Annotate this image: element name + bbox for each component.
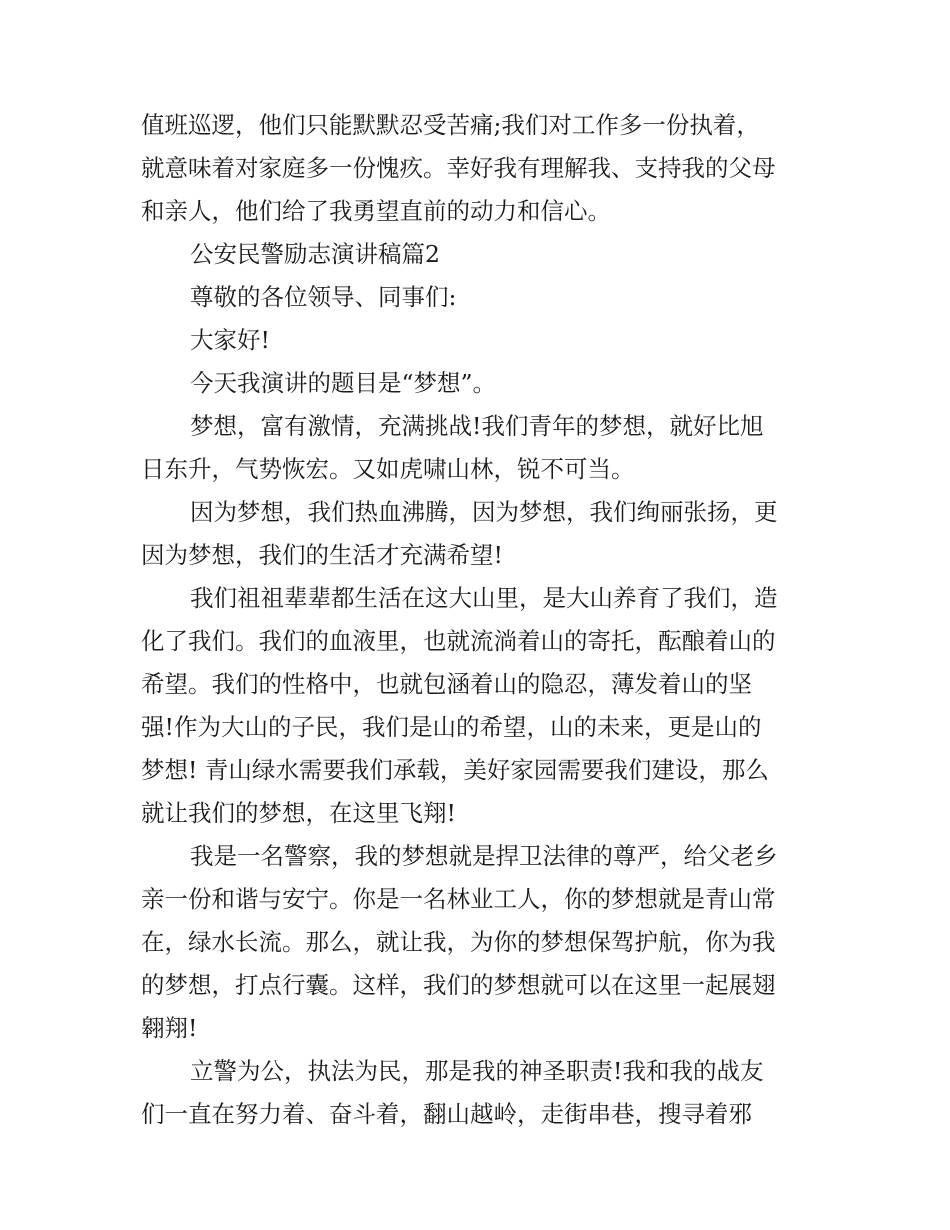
text-line: 就意味着对家庭多一份愧疚。幸好我有理解我、支持我的父母 <box>141 154 776 182</box>
text-line: 的梦想，打点行囊。这样，我们的梦想就可以在这里一起展翅 <box>141 971 776 999</box>
text-line: 化了我们。我们的血液里，也就流淌着山的寄托，酝酿着山的 <box>141 627 776 655</box>
text-line: 梦想! 青山绿水需要我们承载，美好家园需要我们建设，那么 <box>141 756 769 784</box>
text-line: 今天我演讲的题目是“梦想”。 <box>190 369 497 397</box>
text-line: 亲一份和谐与安宁。你是一名林业工人，你的梦想就是青山常 <box>141 885 776 913</box>
paragraph-start: 我们祖祖辈辈都生活在这大山里，是大山养育了我们，造 <box>190 584 778 612</box>
paragraph-start: 我是一名警察，我的梦想就是捍卫法律的尊严，给父老乡 <box>190 842 778 870</box>
text-line: 们一直在努力着、奋斗着，翻山越岭，走街串巷，搜寻着邪 <box>141 1100 752 1128</box>
paragraph-start: 梦想，富有激情，充满挑战!我们青年的梦想，就好比旭 <box>190 412 764 440</box>
text-line: 强!作为大山的子民，我们是山的希望，山的未来，更是山的 <box>141 713 762 741</box>
text-line: 翱翔! <box>141 1014 198 1042</box>
paragraph-start: 立警为公，执法为民，那是我的神圣职责!我和我的战友 <box>190 1057 764 1085</box>
greeting: 大家好! <box>190 326 270 354</box>
salutation: 尊敬的各位领导、同事们: <box>190 283 457 311</box>
text-line: 在，绿水长流。那么，就让我，为你的梦想保驾护航，你为我 <box>141 928 776 956</box>
text-line: 因为梦想，我们的生活才充满希望! <box>141 541 503 569</box>
text-line: 日东升，气势恢宏。又如虎啸山林，锐不可当。 <box>141 455 635 483</box>
section-heading: 公安民警励志演讲稿篇2 <box>190 240 440 268</box>
document-body <box>141 104 821 1136</box>
paragraph-start: 因为梦想，我们热血沸腾，因为梦想，我们绚丽张扬，更 <box>190 498 778 526</box>
text-line: 就让我们的梦想，在这里飞翔! <box>141 799 456 827</box>
text-line: 值班巡逻，他们只能默默忍受苦痛;我们对工作多一份执着， <box>141 111 760 139</box>
text-line: 希望。我们的性格中，也就包涵着山的隐忍，薄发着山的坚 <box>141 670 752 698</box>
text-line: 和亲人，他们给了我勇望直前的动力和信心。 <box>141 197 611 225</box>
